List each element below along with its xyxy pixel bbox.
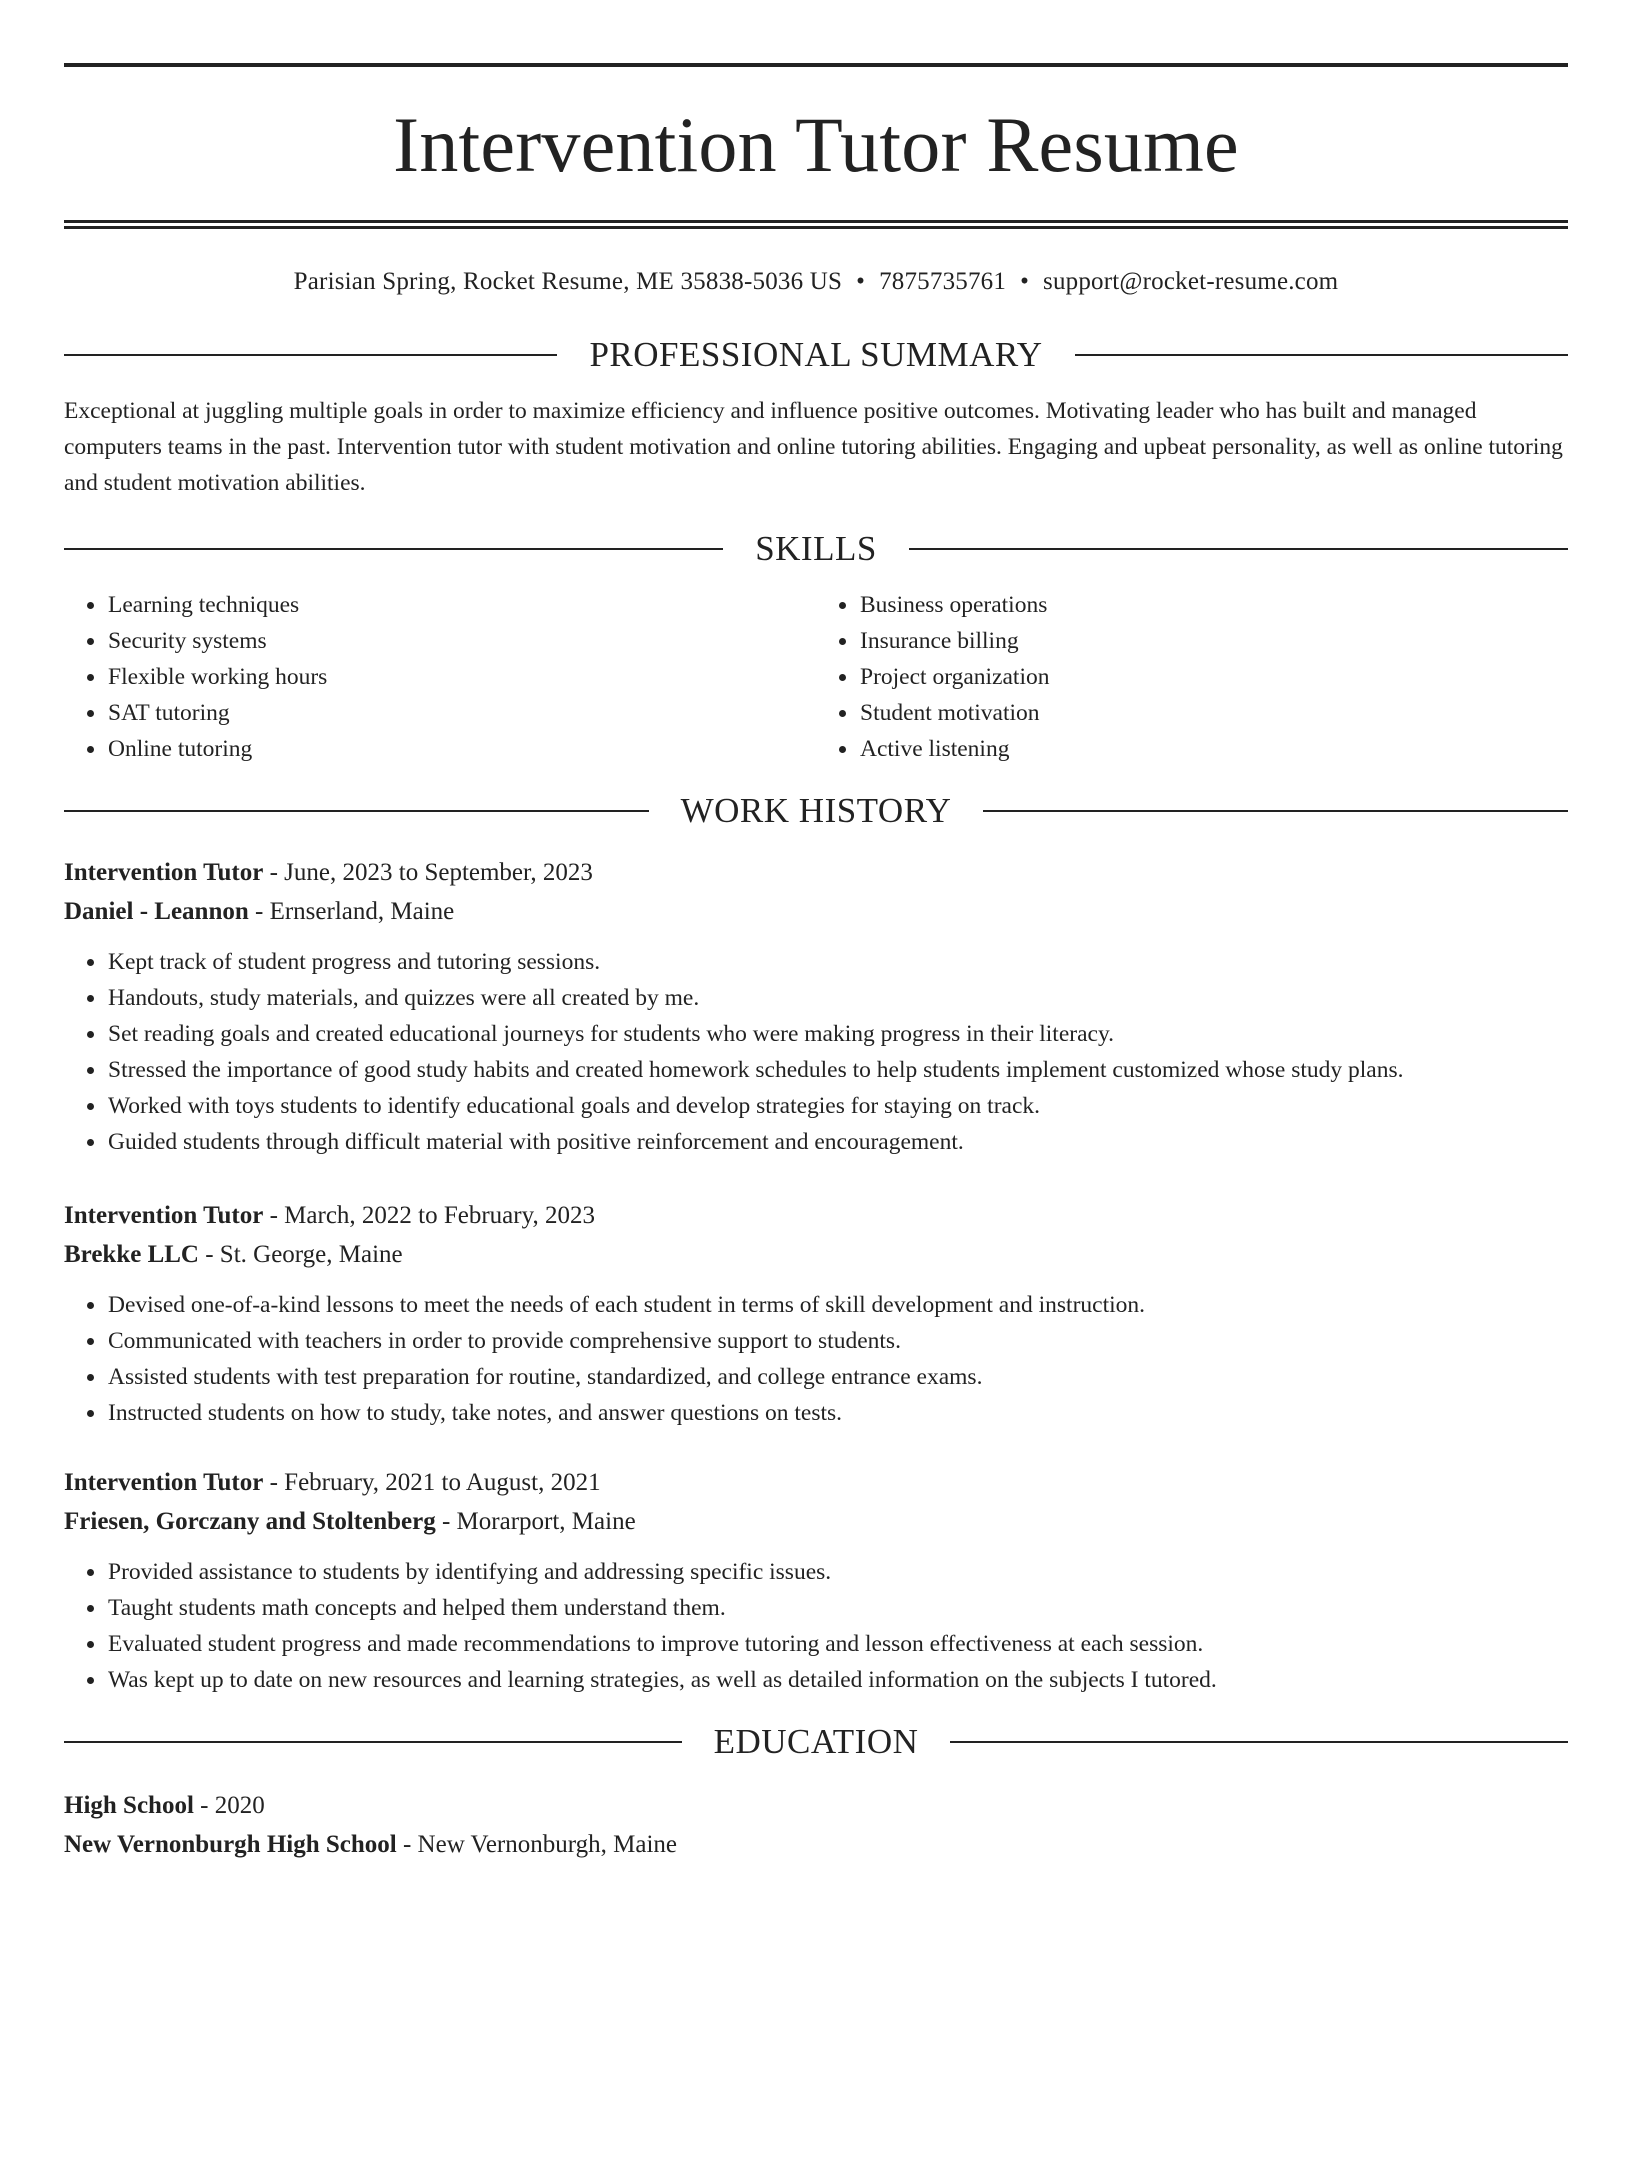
skill-item: • Active listening xyxy=(859,731,1568,767)
address: Parisian Spring, Rocket Resume, ME 35838-5036 US xyxy=(293,268,843,295)
summary-heading xyxy=(64,333,1568,377)
job-company-line xyxy=(64,1502,1568,1541)
job-entry xyxy=(64,853,1568,1160)
skill-item: • Learning techniques xyxy=(107,587,816,623)
skill-item: • Security systems xyxy=(107,623,816,659)
education-heading xyxy=(64,1720,1568,1764)
list-item: • Kept track of student progress and tutoring sessions. xyxy=(107,944,1568,980)
email[interactable]: support@rocket-resume.com xyxy=(1043,268,1339,295)
divider xyxy=(950,1741,1568,1743)
job-bullets xyxy=(64,1554,1568,1698)
list-item: • Evaluated student progress and made recommendations to improve tutoring and lesson effectiveness at each session. xyxy=(107,1626,1568,1662)
job-title-line xyxy=(64,1463,1568,1502)
list-item: • Assisted students with test preparation for routine, standardized, and college entrance exams. xyxy=(107,1359,1568,1395)
divider xyxy=(64,548,723,550)
job-title-line xyxy=(64,853,1568,892)
list-item: • Guided students through difficult material with positive reinforcement and encouragement. xyxy=(107,1124,1568,1160)
school-location: - New Vernonburgh, Maine xyxy=(396,1831,677,1858)
list-item: • Set reading goals and created educational journeys for students who were making progress in their literacy. xyxy=(107,1016,1568,1052)
divider xyxy=(909,548,1568,550)
skills-column-left xyxy=(64,587,816,767)
list-item: • Handouts, study materials, and quizzes were all created by me. xyxy=(107,980,1568,1016)
resume-page xyxy=(0,63,1632,2175)
section-title: WORK HISTORY xyxy=(680,791,952,830)
job-bullets xyxy=(64,1287,1568,1431)
skill-item: • SAT tutoring xyxy=(107,695,816,731)
skill-item: • Business operations xyxy=(859,587,1568,623)
job-title: Intervention Tutor xyxy=(64,859,264,886)
divider xyxy=(64,810,649,812)
job-title-line xyxy=(64,1196,1568,1235)
work-heading xyxy=(64,789,1568,833)
list-item: • Was kept up to date on new resources and learning strategies, as well as detailed information on the subjects I tutored. xyxy=(107,1662,1568,1698)
job-entry xyxy=(64,1196,1568,1431)
skills-column-right xyxy=(816,587,1568,767)
job-dates: - June, 2023 to September, 2023 xyxy=(263,859,593,886)
summary-text: Exceptional at juggling multiple goals in order to maximize efficiency and influence positive outcomes. Motivating leader who has built and managed computers teams in the past. Intervention tutor with student motivation and online tutoring abilities. Engaging and upbeat personality, as well as online tutoring and student motivation abilities. xyxy=(64,398,1563,496)
section-title: PROFESSIONAL SUMMARY xyxy=(589,335,1043,374)
company-name: Friesen, Gorczany and Stoltenberg xyxy=(64,1508,436,1535)
skills-heading xyxy=(64,527,1568,571)
skill-item: • Flexible working hours xyxy=(107,659,816,695)
skill-item: • Project organization xyxy=(859,659,1568,695)
job-company-line xyxy=(64,1235,1568,1274)
school-line xyxy=(64,1825,1568,1864)
skill-item: • Student motivation xyxy=(859,695,1568,731)
divider xyxy=(64,1741,682,1743)
divider xyxy=(64,354,557,356)
job-location: - St. George, Maine xyxy=(198,1241,403,1268)
list-item: • Worked with toys students to identify educational goals and develop strategies for staying on track. xyxy=(107,1088,1568,1124)
skill-item: • Online tutoring xyxy=(107,731,816,767)
degree: High School xyxy=(64,1792,194,1819)
job-dates: - February, 2021 to August, 2021 xyxy=(263,1469,601,1496)
list-item: • Devised one-of-a-kind lessons to meet the needs of each student in terms of skill development and instruction. xyxy=(107,1287,1568,1323)
job-title: Intervention Tutor xyxy=(64,1202,264,1229)
job-entry xyxy=(64,1463,1568,1698)
job-company-line xyxy=(64,892,1568,931)
company-name: Brekke LLC xyxy=(64,1241,199,1268)
list-item: • Stressed the importance of good study habits and created homework schedules to help students implement customized whose study plans. xyxy=(107,1052,1568,1088)
separator: • xyxy=(1020,268,1030,295)
job-bullets xyxy=(64,944,1568,1160)
section-title: SKILLS xyxy=(755,529,877,568)
company-name: Daniel - Leannon xyxy=(64,898,249,925)
school-name: New Vernonburgh High School xyxy=(64,1831,397,1858)
graduation-year: - 2020 xyxy=(193,1792,265,1819)
divider xyxy=(1075,354,1568,356)
job-location: - Morarport, Maine xyxy=(435,1508,636,1535)
contact-line xyxy=(64,266,1568,298)
separator: • xyxy=(856,268,866,295)
skill-item: • Insurance billing xyxy=(859,623,1568,659)
skills-list xyxy=(64,587,1568,767)
degree-line xyxy=(64,1786,1568,1825)
divider xyxy=(983,810,1568,812)
section-title: EDUCATION xyxy=(713,1722,919,1761)
list-item: • Instructed students on how to study, take notes, and answer questions on tests. xyxy=(107,1395,1568,1431)
list-item: • Communicated with teachers in order to provide comprehensive support to students. xyxy=(107,1323,1568,1359)
job-title: Intervention Tutor xyxy=(64,1469,264,1496)
job-location: - Ernserland, Maine xyxy=(248,898,455,925)
resume-title: Intervention Tutor Resume xyxy=(393,101,1239,188)
list-item: • Taught students math concepts and helped them understand them. xyxy=(107,1590,1568,1626)
list-item: • Provided assistance to students by identifying and addressing specific issues. xyxy=(107,1554,1568,1590)
double-rule xyxy=(64,220,1568,229)
education-entry xyxy=(64,1786,1568,1864)
job-dates: - March, 2022 to February, 2023 xyxy=(263,1202,595,1229)
phone: 7875735761 xyxy=(879,268,1007,295)
